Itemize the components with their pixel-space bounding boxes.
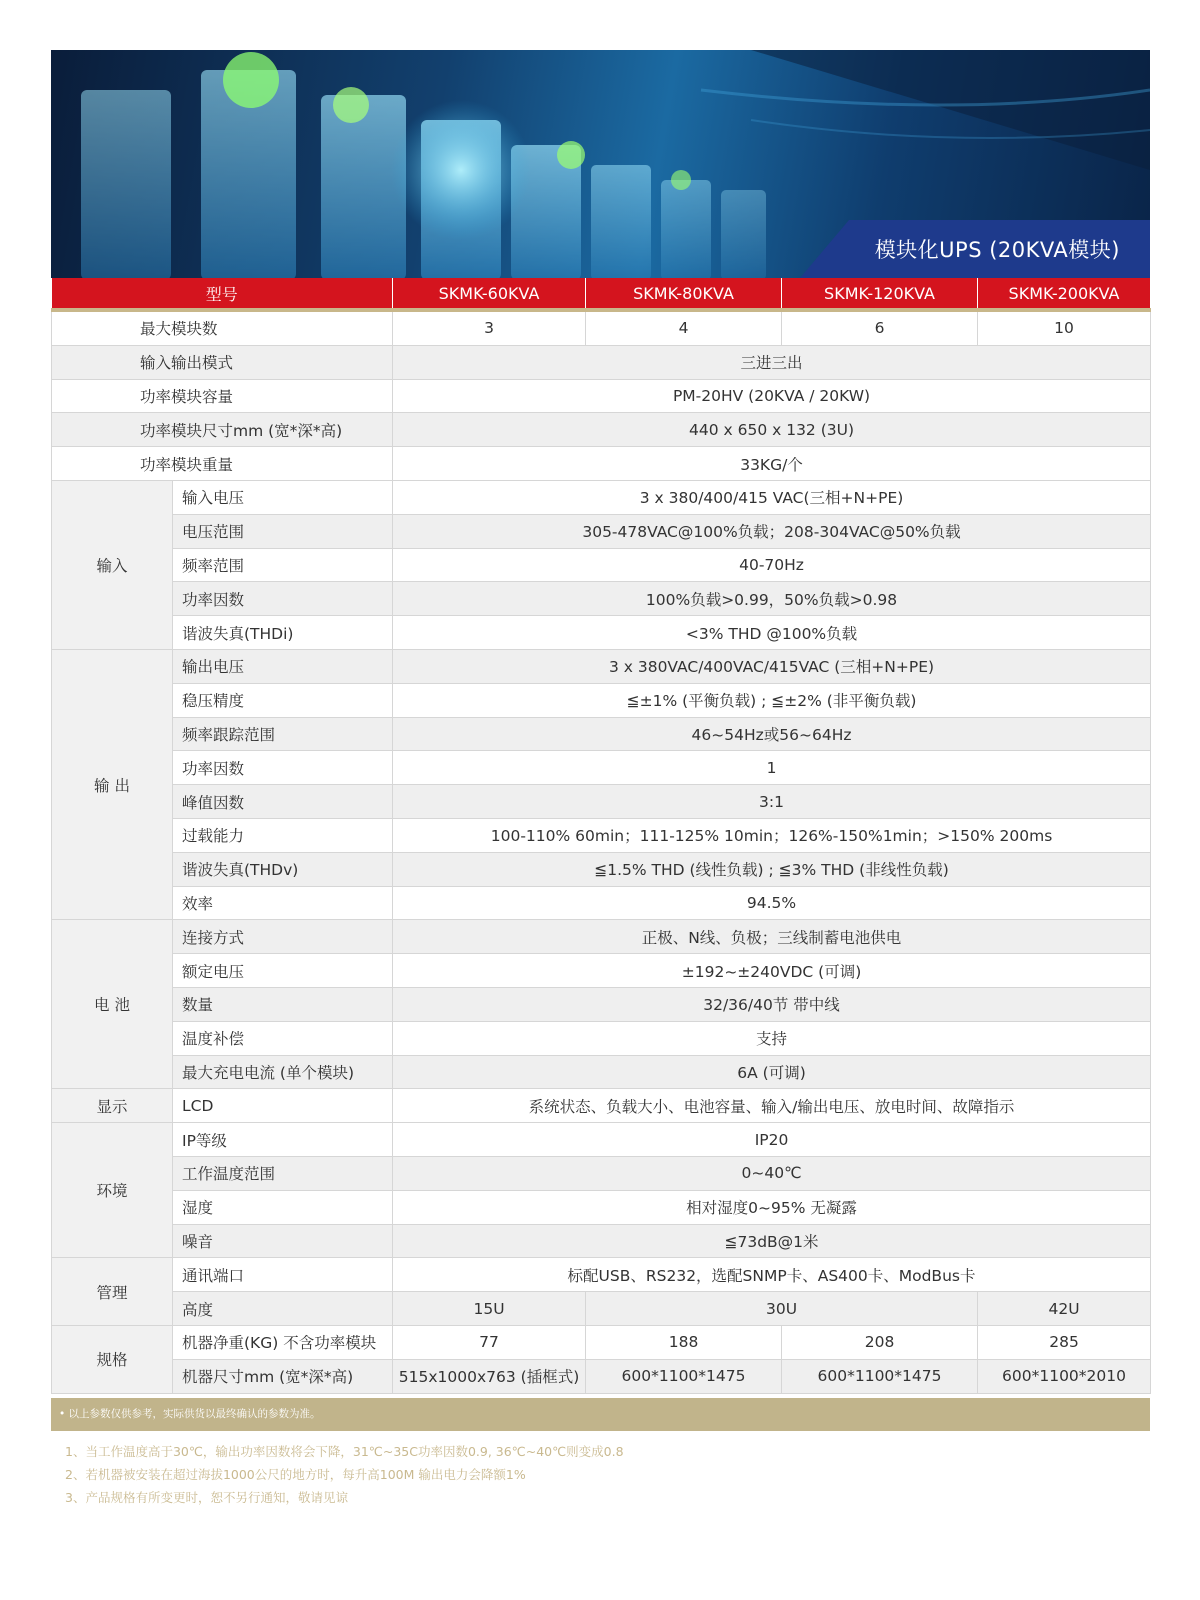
disclaimer-bar: • 以上参数仅供参考，实际供货以最终确认的参数为准。 [51, 1398, 1150, 1431]
group-label-management: 管理 [52, 1258, 173, 1326]
cell-value: IP20 [393, 1123, 1151, 1157]
row-label: 谐波失真(THDv) [173, 852, 393, 886]
cell-value: 94.5% [393, 886, 1151, 920]
row-label: 电压范围 [173, 514, 393, 548]
row-label: 额定电压 [173, 954, 393, 988]
table-row [52, 920, 1151, 954]
row-label: LCD [173, 1089, 393, 1123]
cell-value: 30U [586, 1292, 978, 1326]
row-label: 过载能力 [173, 818, 393, 852]
row-label: 功率因数 [173, 751, 393, 785]
hero-banner [51, 50, 1150, 278]
table-row [52, 310, 1151, 345]
cell-value: 100-110% 60min；111-125% 10min；126%-150%1min；>150% 200ms [393, 818, 1151, 852]
group-label-input: 输入 [52, 480, 173, 649]
cell-value: 支持 [393, 1021, 1151, 1055]
cell-value: 77 [393, 1325, 586, 1359]
cell-value: 3 x 380VAC/400VAC/415VAC (三相+N+PE) [393, 649, 1151, 683]
table-row [52, 1156, 1151, 1190]
cell-value: 标配USB、RS232，选配SNMP卡、AS400卡、ModBus卡 [393, 1258, 1151, 1292]
table-row [52, 480, 1151, 514]
spec-table [51, 278, 1151, 1394]
cell-value: 0~40℃ [393, 1156, 1151, 1190]
table-row [52, 1325, 1151, 1359]
row-label: 峰值因数 [173, 785, 393, 819]
table-row [52, 1190, 1151, 1224]
row-label: 输入电压 [173, 480, 393, 514]
row-label: 高度 [173, 1292, 393, 1326]
table-row [52, 514, 1151, 548]
banner-title: 模块化UPS (20KVA模块) [874, 238, 1120, 262]
cell-value: <3% THD @100%负载 [393, 616, 1151, 650]
cell-value: ≦1.5% THD (线性负载) ; ≦3% THD (非线性负载) [393, 852, 1151, 886]
cell-value: 32/36/40节 带中线 [393, 987, 1151, 1021]
row-label: 输出电压 [173, 649, 393, 683]
table-row [52, 1089, 1151, 1123]
model-name: SKMK-200KVA [978, 278, 1151, 310]
table-row [52, 818, 1151, 852]
table-row [52, 1292, 1151, 1326]
table-row [52, 1224, 1151, 1258]
cell-value: 15U [393, 1292, 586, 1326]
cell-value: 相对湿度0~95% 无凝露 [393, 1190, 1151, 1224]
cell-value: ±192~±240VDC (可调) [393, 954, 1151, 988]
row-label: 机器尺寸mm (宽*深*高) [173, 1359, 393, 1393]
cell-value: ≦±1% (平衡负载) ; ≦±2% (非平衡负载) [393, 683, 1151, 717]
table-row [52, 345, 1151, 379]
table-row [52, 751, 1151, 785]
table-row [52, 379, 1151, 413]
table-row [52, 683, 1151, 717]
table-row [52, 987, 1151, 1021]
cell-value: PM-20HV (20KVA / 20KW) [393, 379, 1151, 413]
cell-value: 1 [393, 751, 1151, 785]
cell-value: ≦73dB@1米 [393, 1224, 1151, 1258]
row-label: 最大模块数 [52, 310, 393, 345]
cell-value: 600*1100*1475 [586, 1359, 782, 1393]
row-label: 通讯端口 [173, 1258, 393, 1292]
cell-value: 3:1 [393, 785, 1151, 819]
cell-value: 10 [978, 310, 1151, 345]
table-row [52, 1359, 1151, 1393]
model-label: 型号 [52, 278, 393, 310]
row-label: 频率跟踪范围 [173, 717, 393, 751]
cell-value: 285 [978, 1325, 1151, 1359]
cell-value: 3 x 380/400/415 VAC(三相+N+PE) [393, 480, 1151, 514]
row-label: 频率范围 [173, 548, 393, 582]
cell-value: 三进三出 [393, 345, 1151, 379]
row-label: 湿度 [173, 1190, 393, 1224]
footnote: 3、产品规格有所变更时，恕不另行通知，敬请见谅 [65, 1490, 348, 1505]
model-name: SKMK-120KVA [782, 278, 978, 310]
table-row [52, 1055, 1151, 1089]
group-label-environment: 环境 [52, 1123, 173, 1258]
row-label: 噪音 [173, 1224, 393, 1258]
row-label: 连接方式 [173, 920, 393, 954]
table-row [52, 785, 1151, 819]
footnote: 1、当工作温度高于30℃，输出功率因数将会下降，31℃~35C功率因数0.9, 36℃~40℃则变成0.8 [65, 1444, 624, 1459]
cell-value: 515x1000x763 (插框式) [393, 1359, 586, 1393]
table-row [52, 413, 1151, 447]
cell-value: 42U [978, 1292, 1151, 1326]
cell-value: 46~54Hz或56~64Hz [393, 717, 1151, 751]
table-row [52, 886, 1151, 920]
row-label: 稳压精度 [173, 683, 393, 717]
table-row [52, 717, 1151, 751]
table-row [52, 954, 1151, 988]
model-name: SKMK-80KVA [586, 278, 782, 310]
cell-value: 系统状态、负载大小、电池容量、输入/输出电压、放电时间、故障指示 [393, 1089, 1151, 1123]
table-row [52, 649, 1151, 683]
row-label: 效率 [173, 886, 393, 920]
footnotes [65, 1440, 624, 1509]
row-label: 功率模块容量 [52, 379, 393, 413]
row-label: 功率因数 [173, 582, 393, 616]
cell-value: 100%负载>0.99，50%负载>0.98 [393, 582, 1151, 616]
model-name: SKMK-60KVA [393, 278, 586, 310]
table-row [52, 1021, 1151, 1055]
table-row [52, 582, 1151, 616]
group-label-battery: 电 池 [52, 920, 173, 1089]
group-label-spec: 规格 [52, 1325, 173, 1393]
group-label-display: 显示 [52, 1089, 173, 1123]
table-row [52, 1258, 1151, 1292]
cell-value: 208 [782, 1325, 978, 1359]
row-label: 温度补偿 [173, 1021, 393, 1055]
cell-value: 600*1100*2010 [978, 1359, 1151, 1393]
cell-value: 305-478VAC@100%负载；208-304VAC@50%负载 [393, 514, 1151, 548]
row-label: 功率模块尺寸mm (宽*深*高) [52, 413, 393, 447]
cell-value: 40-70Hz [393, 548, 1151, 582]
table-row [52, 616, 1151, 650]
table-row [52, 447, 1151, 481]
row-label: 功率模块重量 [52, 447, 393, 481]
table-row [52, 1123, 1151, 1157]
row-label: IP等级 [173, 1123, 393, 1157]
header-row [52, 278, 1151, 310]
row-label: 工作温度范围 [173, 1156, 393, 1190]
group-label-output: 输 出 [52, 649, 173, 919]
cell-value: 188 [586, 1325, 782, 1359]
footnote: 2、若机器被安装在超过海拔1000公尺的地方时，每升高100M 输出电力会降额1% [65, 1467, 526, 1482]
cell-value: 正极、N线、负极；三线制蓄电池供电 [393, 920, 1151, 954]
row-label: 数量 [173, 987, 393, 1021]
cell-value: 6 [782, 310, 978, 345]
row-label: 机器净重(KG) 不含功率模块 [173, 1325, 393, 1359]
table-row [52, 852, 1151, 886]
cell-value: 440 x 650 x 132 (3U) [393, 413, 1151, 447]
table-row [52, 548, 1151, 582]
cell-value: 33KG/个 [393, 447, 1151, 481]
cell-value: 600*1100*1475 [782, 1359, 978, 1393]
cell-value: 3 [393, 310, 586, 345]
row-label: 谐波失真(THDi) [173, 616, 393, 650]
cell-value: 6A (可调) [393, 1055, 1151, 1089]
row-label: 最大充电电流 (单个模块) [173, 1055, 393, 1089]
row-label: 输入输出模式 [52, 345, 393, 379]
cell-value: 4 [586, 310, 782, 345]
